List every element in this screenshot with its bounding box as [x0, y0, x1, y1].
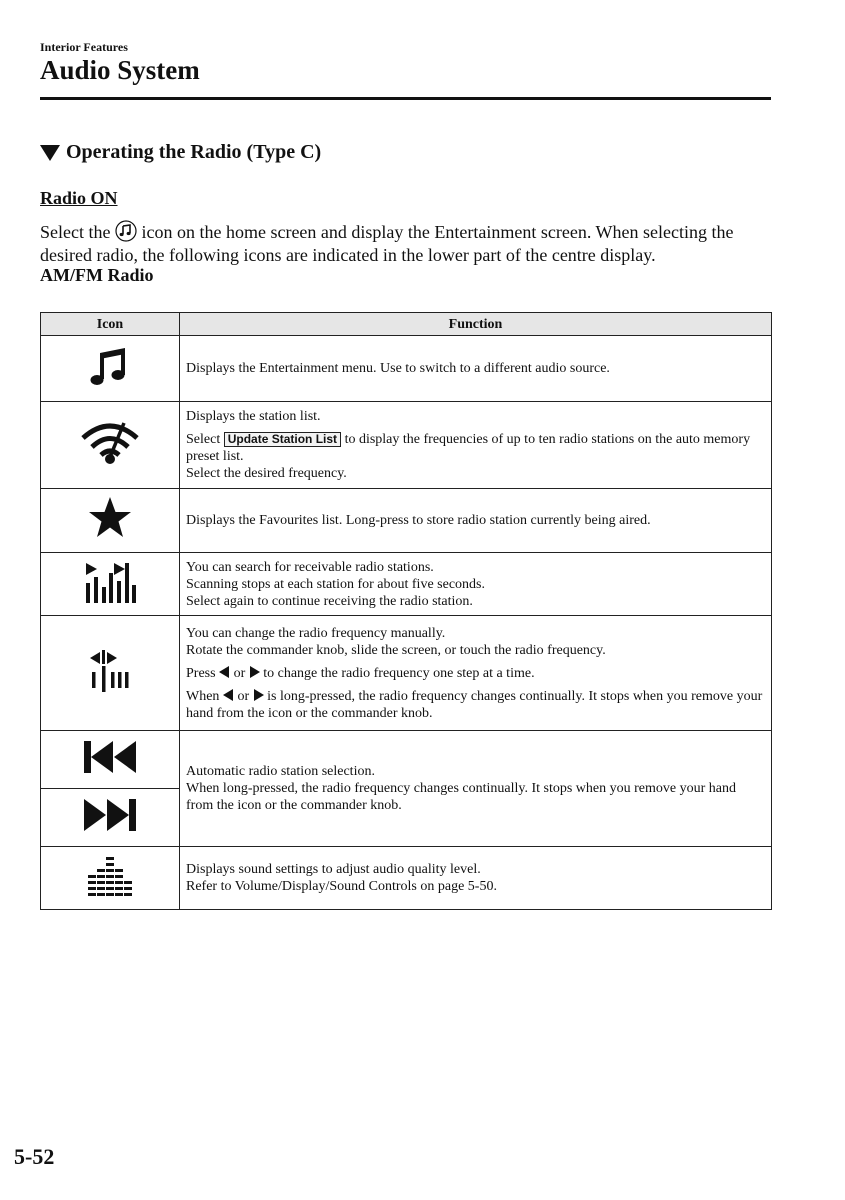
table-row [41, 616, 772, 731]
intro-text-before: Select the [40, 222, 111, 242]
subsection-title: AM/FM Radio [40, 265, 154, 285]
function-text: Automatic radio station selection. [186, 764, 375, 779]
station-list-icon [80, 420, 140, 466]
table-row [41, 553, 772, 616]
triangle-left-icon [219, 666, 230, 678]
function-text: You can search for receivable radio stations. [186, 559, 434, 575]
press-word: Press [186, 665, 216, 681]
table-row [41, 489, 772, 553]
icon-cell [41, 402, 180, 489]
function-text-rest: to display the frequencies of up to ten radio stations on the auto memory preset list. [186, 432, 751, 464]
icon-cell [41, 553, 180, 616]
intro-paragraph [40, 220, 775, 267]
icon-cell [41, 731, 180, 789]
when-word: When [186, 688, 220, 704]
icon-cell [41, 616, 180, 731]
col-header-icon: Icon [41, 313, 180, 336]
icon-function-table [40, 312, 772, 910]
function-text [186, 688, 765, 722]
triangle-right-icon [249, 666, 260, 678]
icon-cell [41, 336, 180, 402]
select-word: Select [186, 432, 221, 447]
function-cell [180, 616, 772, 731]
music-note-icon [87, 343, 133, 389]
table-row [41, 336, 772, 402]
function-cell [180, 489, 772, 553]
function-text: Scanning stops at each station for about five seconds. [186, 576, 485, 592]
star-icon [87, 495, 133, 541]
music-note-icon [115, 220, 137, 242]
col-header-function: Function [180, 313, 772, 336]
triangle-right-icon [253, 689, 264, 701]
section-label: Interior Features [40, 40, 128, 54]
triangle-left-icon [223, 689, 234, 701]
function-text [186, 665, 765, 682]
table-row [41, 847, 772, 910]
icon-cell [41, 489, 180, 553]
section-heading-text: Operating the Radio (Type C) [66, 141, 322, 163]
manual-tune-icon [87, 648, 133, 694]
page-number: 5-52 [14, 1144, 55, 1169]
function-cell [180, 847, 772, 910]
function-text: You can change the radio frequency manually. [186, 625, 446, 641]
scan-icon [82, 559, 138, 605]
function-text: Rotate the commander knob, slide the screen, or touch the radio frequency. [186, 642, 606, 658]
seek-forward-icon [82, 795, 138, 835]
function-text: Displays the station list. [186, 409, 321, 424]
function-cell [180, 731, 772, 847]
or-word: or [237, 688, 250, 704]
function-text: When long-pressed, the radio frequency changes continually. It stops when you remove your hand from the icon or the commander knob. [186, 781, 736, 813]
function-cell [180, 336, 772, 402]
triangle-down-icon [40, 145, 60, 161]
function-text: Displays sound settings to adjust audio quality level. [186, 862, 481, 877]
function-cell [180, 553, 772, 616]
table-row [41, 731, 772, 789]
function-text-rest: is long-pressed, the radio frequency changes continually. It stops when you remove your hand from the icon or the commander knob. [186, 688, 763, 721]
header-divider [40, 97, 771, 100]
function-text: Select again to continue receiving the radio station. [186, 593, 473, 609]
function-text [186, 431, 765, 465]
function-text: Select the desired frequency. [186, 466, 347, 481]
function-text-rest: to change the radio frequency one step at a time. [263, 665, 535, 681]
seek-back-icon [82, 737, 138, 777]
page-title: Audio System [40, 55, 200, 85]
intro-text-after: icon on the home screen and display the Entertainment screen. When selecting the desired radio, the following icons are indicated in the lower part of the centre display. [40, 222, 734, 265]
table-header-row [41, 313, 772, 336]
function-text: Displays the Favourites list. Long-press to store radio station currently being aired. [186, 513, 651, 528]
icon-cell [41, 847, 180, 910]
or-word: or [233, 665, 246, 681]
section-heading [40, 141, 321, 164]
update-station-list-button: Update Station List [224, 432, 341, 447]
subheading-radio-on: Radio ON [40, 188, 118, 208]
function-text: Displays the Entertainment menu. Use to switch to a different audio source. [186, 361, 610, 376]
table-row [41, 402, 772, 489]
function-text: Refer to Volume/Display/Sound Controls on page 5-50. [186, 879, 497, 894]
function-cell [180, 402, 772, 489]
icon-cell [41, 789, 180, 847]
sound-settings-icon [85, 853, 135, 899]
